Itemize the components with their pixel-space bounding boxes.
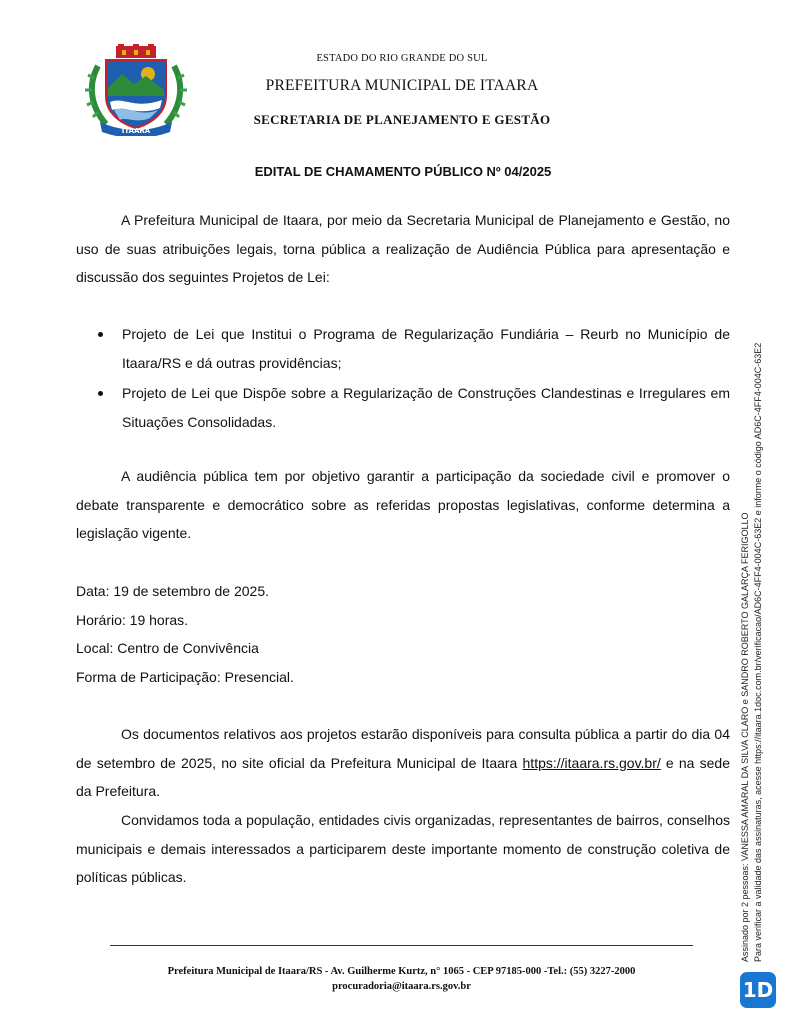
footer-address: Prefeitura Municipal de Itaara/RS - Av. Guilherme Kurtz, n° 1065 - CEP 97185-000 -Tel.: (55) 3227-2000 bbox=[167, 966, 636, 977]
documents-text-after: e na sede da Prefeitura. bbox=[76, 754, 730, 799]
invitation-paragraph: Convidamos toda a população, entidades civis organizadas, representantes de bairros, conselhos municipais e demais interessados a participarem deste importante momento de construção coletiva de políticas públicas. bbox=[76, 812, 730, 885]
event-time: Horário: 19 horas. bbox=[76, 611, 189, 628]
list-item-text: Projeto de Lei que Institui o Programa de Regularização Fundiária – Reurb no Município de Itaara/RS e dá outras providências; bbox=[122, 326, 730, 371]
event-info bbox=[76, 577, 294, 691]
documents-paragraph bbox=[76, 720, 730, 806]
footer-divider bbox=[110, 945, 693, 946]
signature-signers: Assinado por 2 pessoas: VANESSA AMARAL DA SILVA CLARO e SANDRO ROBERTO GALARÇA FERIGOLLO bbox=[740, 512, 750, 962]
website-link[interactable]: https://itaara.rs.gov.br/ bbox=[522, 754, 661, 771]
intro-paragraph-block bbox=[76, 206, 730, 292]
objective-paragraph-block bbox=[76, 462, 730, 548]
bullet-icon bbox=[98, 332, 103, 337]
1doc-logo-text: 1D bbox=[742, 978, 774, 1002]
documents-paragraph-block bbox=[76, 720, 730, 806]
event-format: Forma de Participação: Presencial. bbox=[76, 668, 294, 685]
bullet-icon bbox=[98, 391, 103, 396]
list-item-text: Projeto de Lei que Dispõe sobre a Regularização de Construções Clandestinas e Irregulares em Situações Consolidadas. bbox=[122, 385, 730, 430]
header-prefecture: PREFEITURA MUNICIPAL DE ITAARA bbox=[265, 77, 539, 94]
objective-paragraph: A audiência pública tem por objetivo garantir a participação da sociedade civil e promover o debate transparente e democrático sobre as referidas propostas legislativas, conforme determina a legislação vigente. bbox=[76, 468, 730, 541]
event-date: Data: 19 de setembro de 2025. bbox=[76, 583, 270, 599]
footer-email: procuradoria@itaara.rs.gov.br bbox=[332, 981, 471, 992]
event-place: Local: Centro de Convivência bbox=[76, 640, 259, 656]
municipal-crest-icon bbox=[84, 44, 188, 136]
invitation-paragraph-block bbox=[76, 806, 730, 892]
document-title: EDITAL DE CHAMAMENTO PÚBLICO Nº 04/2025 bbox=[254, 164, 552, 179]
list-item bbox=[76, 320, 730, 377]
crest-banner-text: ITAARA bbox=[121, 127, 151, 135]
header-secretariat: SECRETARIA DE PLANEJAMENTO E GESTÃO bbox=[253, 112, 551, 127]
intro-paragraph: A Prefeitura Municipal de Itaara, por meio da Secretaria Municipal de Planejamento e Gestão, no uso de suas atribuições legais, torna pública a realização de Audiência Pública para apresentação e discussão dos seguintes Projetos de Lei: bbox=[76, 212, 730, 285]
list-item bbox=[76, 379, 730, 436]
1doc-logo-icon bbox=[740, 972, 776, 1008]
header-state: ESTADO DO RIO GRANDE DO SUL bbox=[316, 53, 488, 64]
bill-list bbox=[76, 320, 730, 438]
signature-verification: Para verificar a validade das assinaturas, acesse https://itaara.1doc.com.br/verificacao/AD6C-4FF4-004C-63E2 e informe o código AD6C-4FF4-004C-63E2 bbox=[753, 342, 763, 962]
documents-text-before: Os documentos relativos aos projetos estarão disponíveis para consulta pública a partir do dia 04 de setembro de 2025, no site oficial da Prefeitura Municipal de Itaara bbox=[76, 726, 730, 771]
